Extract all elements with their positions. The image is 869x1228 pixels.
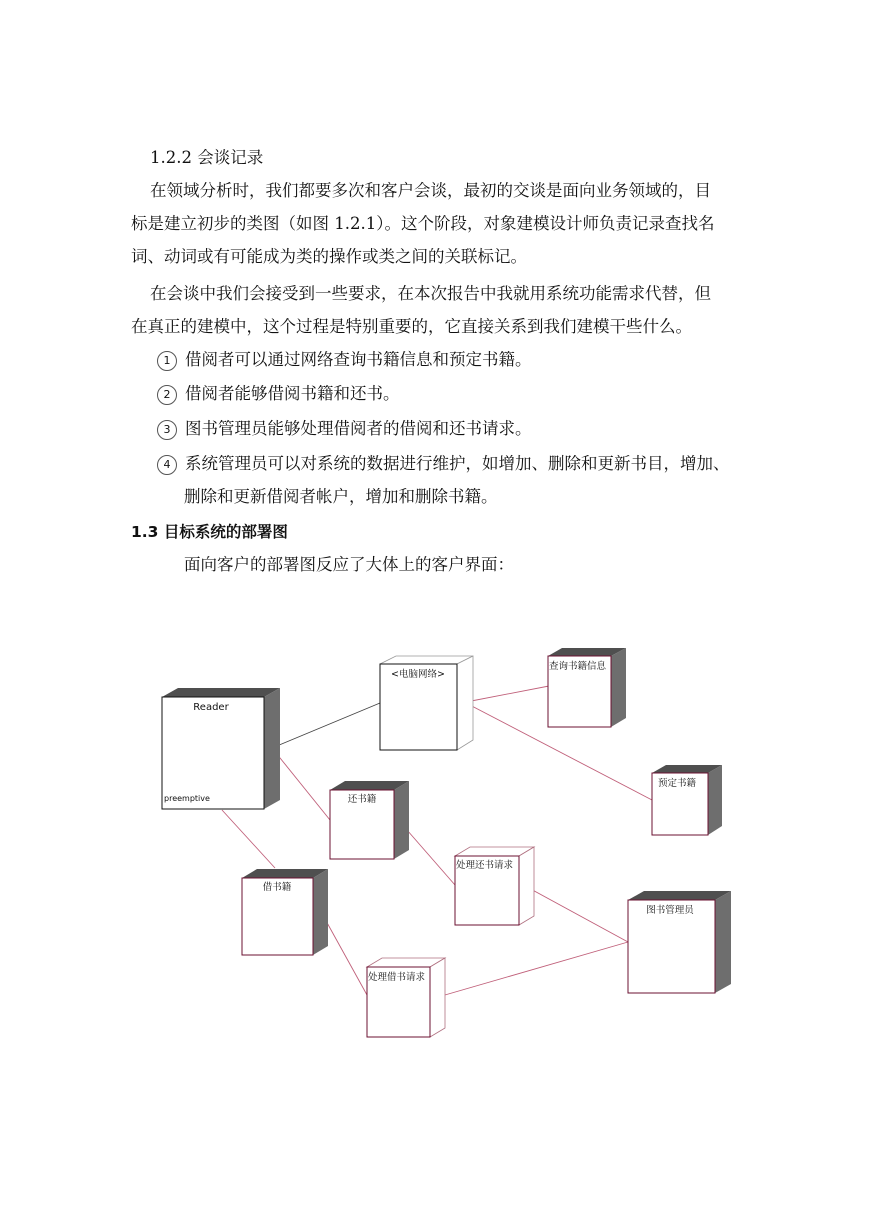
edge-reader-return	[272, 748, 330, 820]
circled-number: 4	[157, 455, 177, 475]
section-heading-1-3: 1.3 目标系统的部署图	[131, 523, 288, 541]
edge-reader-network	[272, 703, 380, 748]
requirement-continuation: 删除和更新借阅者帐户，增加和删除书籍。	[184, 487, 498, 506]
paragraph-2-line-2: 在真正的建模中，这个过程是特别重要的，它直接关系到我们建模干些什么。	[131, 317, 692, 336]
requirement-item	[157, 454, 730, 475]
node-process-return	[455, 847, 534, 925]
requirement-text: 系统管理员可以对系统的数据进行维护，如增加、删除和更新书目，增加、	[185, 454, 730, 473]
node-label-return: 还书籍	[347, 794, 377, 805]
edge-reader-borrow	[222, 810, 275, 868]
edge-proc-borrow-librarian	[438, 942, 628, 997]
edge-proc-return-librarian	[527, 887, 628, 942]
node-librarian	[628, 891, 731, 993]
requirement-item	[157, 419, 532, 440]
node-label-librarian: 图书管理员	[646, 905, 694, 916]
node-label-network: <电脑网络>	[391, 669, 445, 680]
node-borrow-books	[242, 869, 328, 955]
circled-number: 3	[157, 420, 177, 440]
node-reserve-books	[652, 765, 722, 835]
node-label-query: 查询书籍信息	[549, 661, 607, 672]
node-query-books	[548, 648, 626, 727]
edge-network-query	[466, 686, 549, 702]
node-return-books	[330, 781, 409, 859]
requirement-item	[157, 350, 532, 371]
section-intro: 面向客户的部署图反应了大体上的客户界面：	[184, 555, 514, 574]
node-label-reserve: 预定书籍	[658, 778, 697, 789]
requirement-text: 图书管理员能够处理借阅者的借阅和还书请求。	[185, 419, 532, 438]
node-side-face	[264, 688, 280, 809]
circled-number: 1	[157, 351, 177, 371]
node-network	[380, 656, 473, 750]
requirement-text: 借阅者能够借阅书籍和还书。	[185, 384, 400, 403]
paragraph-1-line-3: 词、动词或有可能成为类的操作或类之间的关联标记。	[131, 247, 527, 266]
requirement-text: 借阅者可以通过网络查询书籍信息和预定书籍。	[185, 350, 532, 369]
node-reader	[162, 688, 280, 809]
paragraph-1-line-1: 在领域分析时，我们都要多次和客户会谈，最初的交谈是面向业务领域的，目	[150, 181, 711, 200]
circled-number: 2	[157, 385, 177, 405]
paragraph-1-line-2: 标是建立初步的类图（如图 1.2.1）。这个阶段，对象建模设计师负责记录查找名	[131, 214, 715, 233]
requirement-item	[157, 384, 400, 405]
node-label-borrow: 借书籍	[262, 882, 292, 893]
node-process-borrow	[367, 958, 445, 1037]
section-heading-1-2-2: 1.2.2 会谈记录	[150, 148, 264, 167]
node-label-proc-borrow: 处理借书请求	[368, 972, 426, 983]
deployment-diagram	[0, 620, 869, 1080]
node-label-proc-return: 处理还书请求	[456, 860, 514, 871]
node-sublabel-preemptive: preemptive	[164, 794, 210, 803]
node-label-reader: Reader	[193, 702, 229, 713]
node-top-face	[162, 688, 280, 697]
paragraph-2-line-1: 在会谈中我们会接受到一些要求，在本次报告中我就用系统功能需求代替，但	[150, 284, 711, 303]
